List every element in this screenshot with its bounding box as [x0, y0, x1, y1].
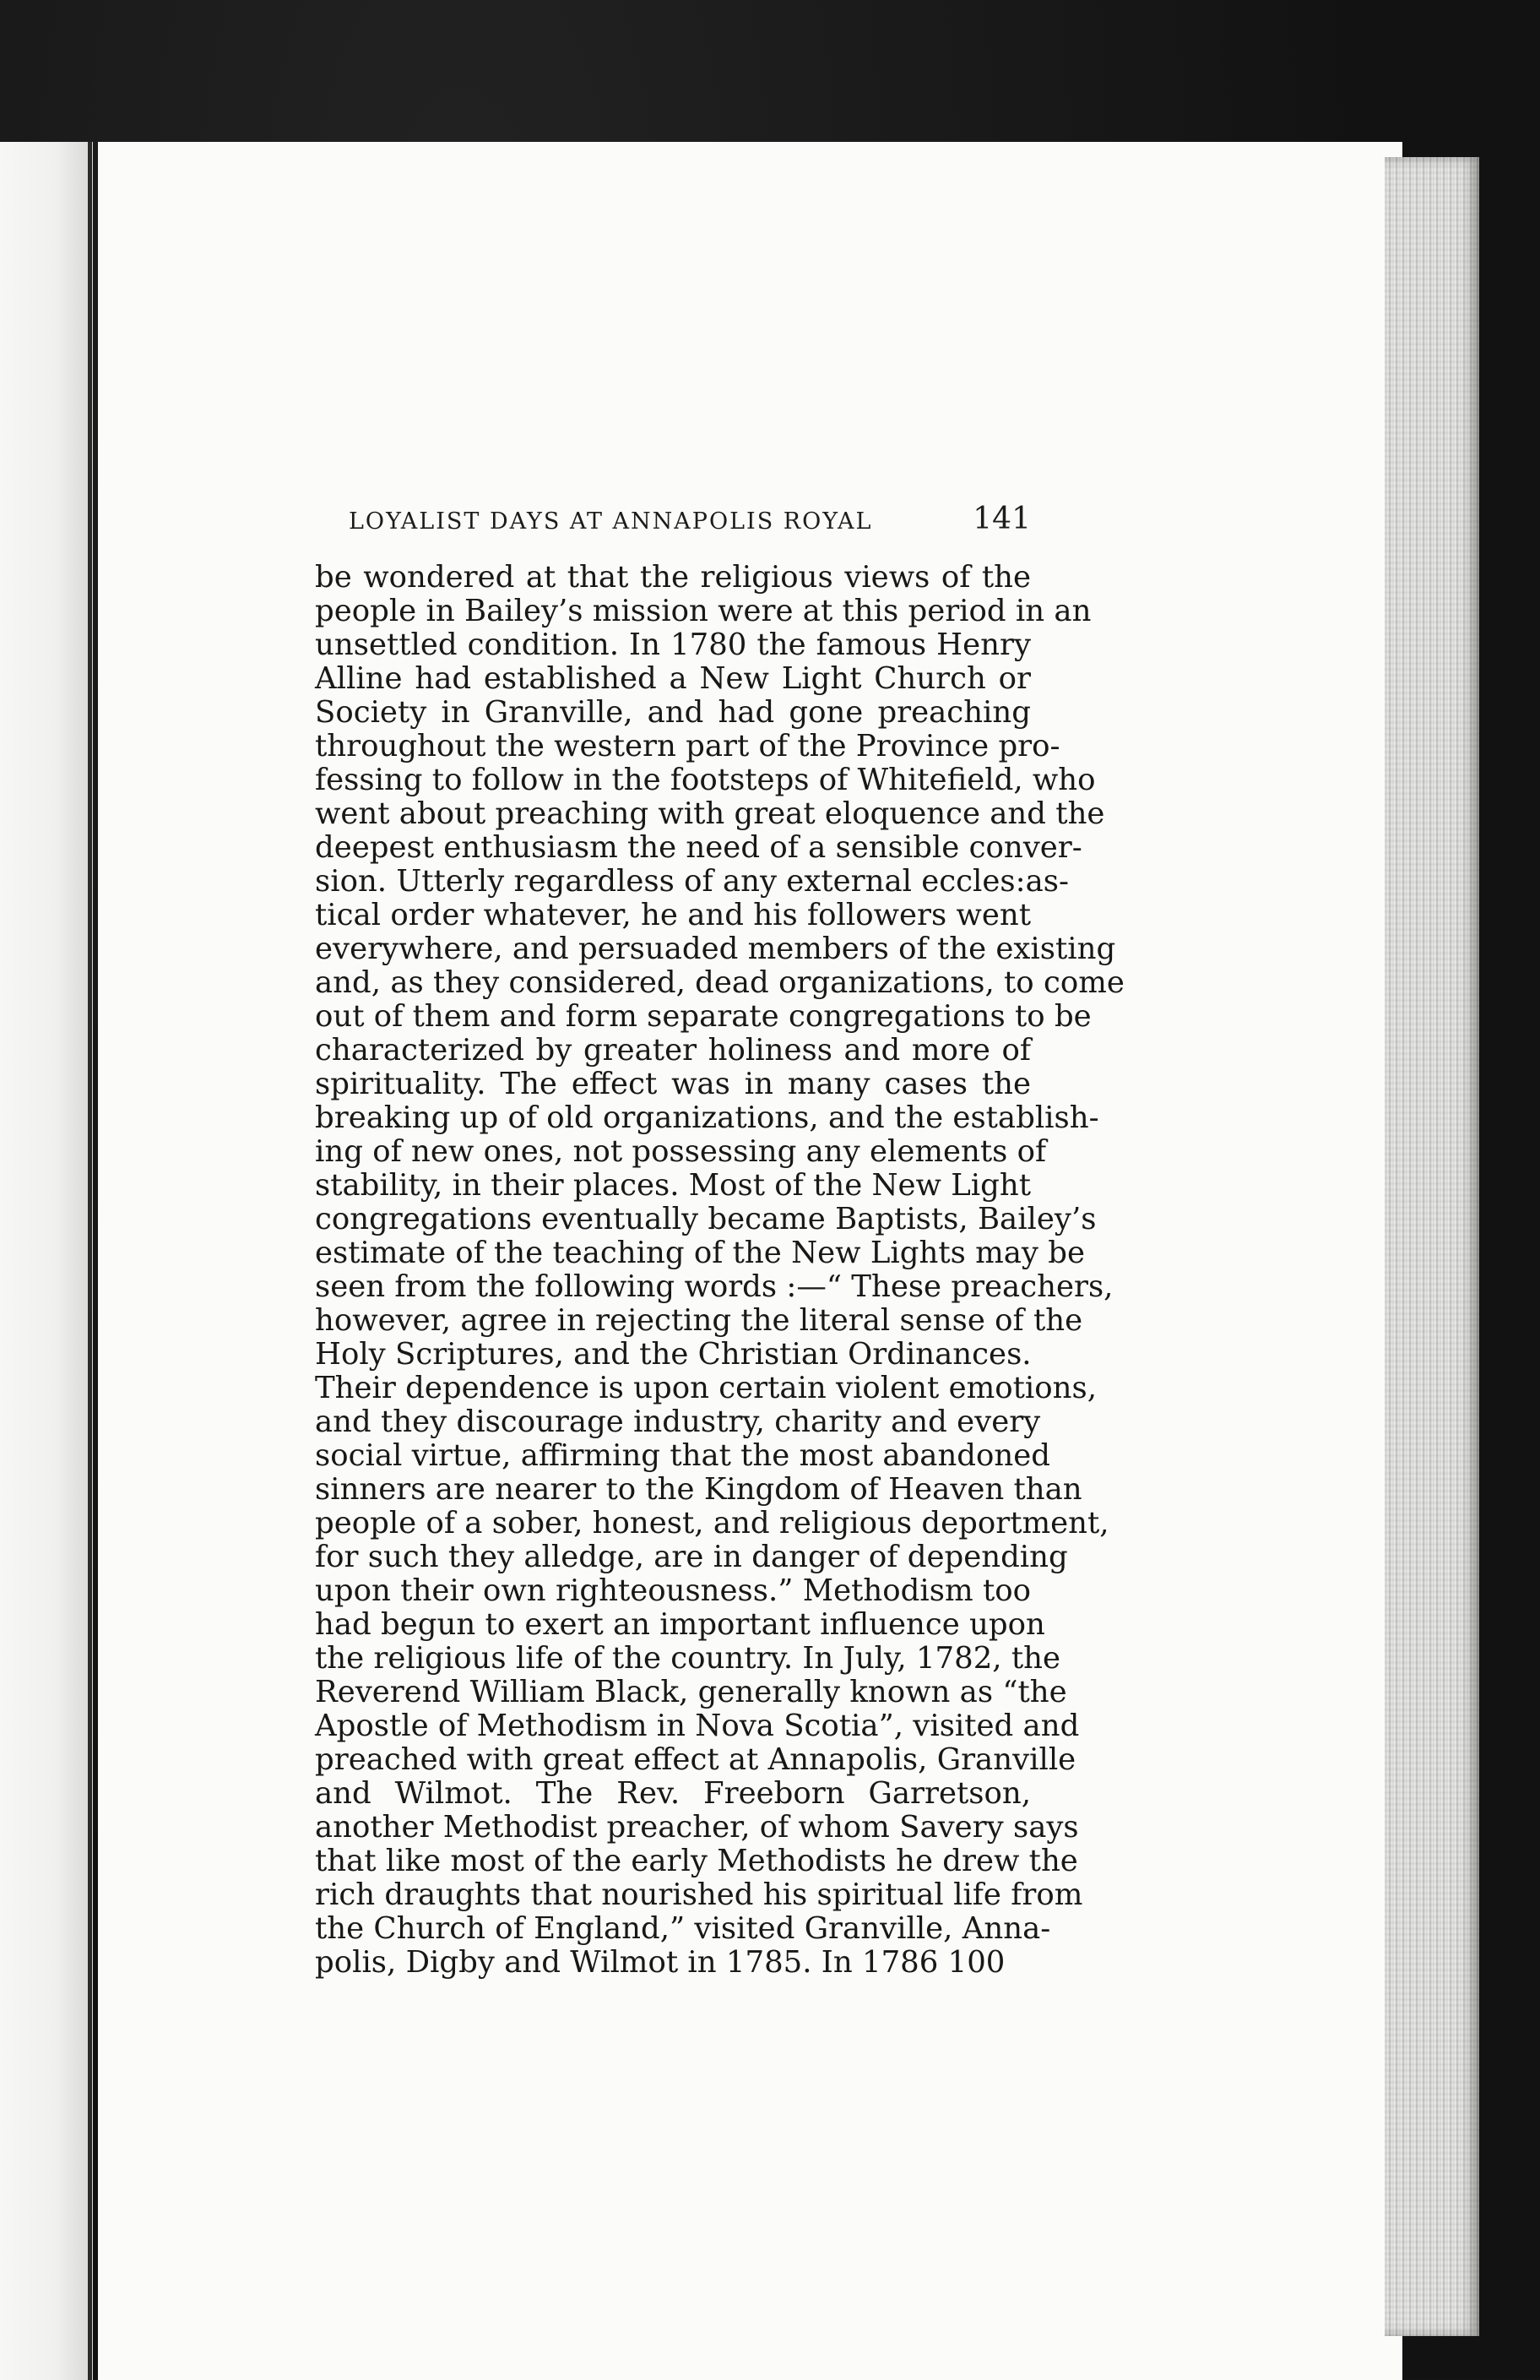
text-line: be wondered at that the religious views of the	[315, 560, 1031, 595]
text-line: throughout the western part of the Province pro-	[315, 729, 1060, 763]
text-line: ing of new ones, not possessing any elements of	[315, 1134, 1047, 1169]
text-line: however, agree in rejecting the literal sense of the	[315, 1303, 1083, 1338]
text-line: breaking up of old organizations, and the establish-	[315, 1100, 1099, 1135]
text-line: upon their own righteousness.” Methodism too	[315, 1573, 1031, 1608]
text-line: congregations eventually became Baptists, Bailey’s	[315, 1202, 1097, 1236]
page-edges	[1385, 157, 1479, 2336]
text-line: preached with great effect at Annapolis, Granville	[315, 1742, 1076, 1777]
text-line: and, as they considered, dead organizations, to come	[315, 965, 1125, 1000]
text-line: seen from the following words :—“ These preachers,	[315, 1269, 1114, 1304]
text-line: Alline had established a New Light Church or	[315, 661, 1031, 696]
text-line: estimate of the teaching of the New Lights may be	[315, 1236, 1086, 1270]
text-line: unsettled condition. In 1780 the famous Henry	[315, 628, 1031, 662]
text-line: social virtue, affirming that the most abandoned	[315, 1438, 1050, 1473]
text-line: sion. Utterly regardless of any external eccles:as-	[315, 864, 1069, 899]
text-line: had begun to exert an important influence upon	[315, 1607, 1045, 1642]
text-line: Apostle of Methodism in Nova Scotia”, visited and	[315, 1709, 1080, 1743]
text-line: polis, Digby and Wilmot in 1785. In 1786 100	[315, 1945, 1006, 1980]
body-text	[315, 560, 1125, 1980]
text-line: stability, in their places. Most of the New Light	[315, 1168, 1032, 1203]
text-line: out of them and form separate congregations to be	[315, 999, 1092, 1034]
text-line: and Wilmot. The Rev. Freeborn Garretson,	[315, 1776, 1031, 1811]
text-line: for such they alledge, are in danger of depending	[315, 1540, 1068, 1574]
text-line: sinners are nearer to the Kingdom of Heaven than	[315, 1472, 1082, 1507]
text-line: went about preaching with great eloquence and the	[315, 796, 1105, 831]
text-line: everywhere, and persuaded members of the existing	[315, 932, 1116, 966]
text-line: Holy Scriptures, and the Christian Ordinances.	[315, 1337, 1032, 1372]
text-line: fessing to follow in the footsteps of Whitefield, who	[315, 763, 1096, 797]
text-line: and they discourage industry, charity and every	[315, 1405, 1041, 1439]
text-line: Reverend William Black, generally known as “the	[315, 1675, 1067, 1709]
text-line: Their dependence is upon certain violent emotions,	[315, 1371, 1097, 1405]
text-line: rich draughts that nourished his spiritual life from	[315, 1877, 1083, 1912]
running-title: LOYALIST DAYS AT ANNAPOLIS ROYAL	[349, 508, 873, 535]
text-line: Society in Granville, and had gone preaching	[315, 695, 1031, 730]
page-number: 141	[973, 502, 1031, 536]
text-line: another Methodist preacher, of whom Savery says	[315, 1810, 1079, 1845]
running-head	[349, 502, 1031, 536]
text-line: that like most of the early Methodists he drew the	[315, 1844, 1078, 1878]
left-page-edge	[0, 142, 93, 2380]
text-line: characterized by greater holiness and more of	[315, 1033, 1031, 1068]
text-line: tical order whatever, he and his followers went	[315, 898, 1031, 932]
text-line: people in Bailey’s mission were at this period in an	[315, 594, 1092, 628]
text-line: deepest enthusiasm the need of a sensible conver-	[315, 830, 1082, 865]
text-line: the religious life of the country. In July, 1782, the	[315, 1641, 1060, 1676]
text-line: spirituality. The effect was in many cases the	[315, 1067, 1031, 1101]
text-line: the Church of England,” visited Granville, Anna-	[315, 1911, 1051, 1946]
text-line: people of a sober, honest, and religious deportment,	[315, 1506, 1109, 1540]
book-gutter	[88, 142, 92, 2380]
